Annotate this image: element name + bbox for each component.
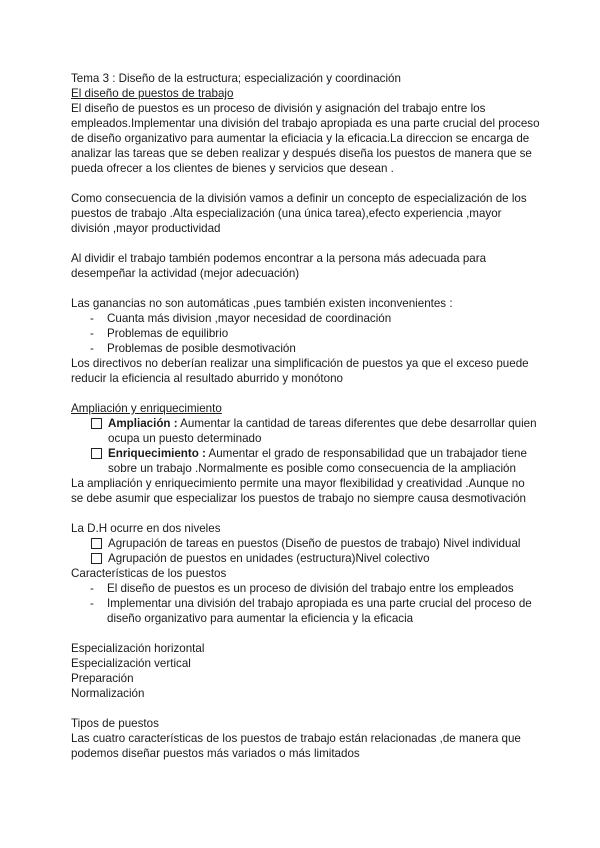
- term-definition: Aumentar la cantidad de tareas diferentes que debe desarrollar quien ocupa un puesto determinado: [108, 417, 537, 445]
- paragraph-flexibility: La ampliación y enriquecimiento permite una mayor flexibilidad y creatividad .Aunque no se debe asumir que especializar los puestos de trabajo no siempre causa desmotivación: [71, 477, 526, 505]
- list-item: [91, 551, 540, 566]
- levels-list: [71, 536, 540, 566]
- term-label: Enriquecimiento :: [108, 447, 206, 460]
- list-item-text: Agrupación de puestos en unidades (estructura)Nivel colectivo: [108, 552, 430, 565]
- checkbox-icon: [91, 553, 102, 564]
- list-item-text: Agrupación de tareas en puestos (Diseño de puestos de trabajo) Nivel individual: [108, 537, 521, 550]
- list-item: [91, 536, 540, 551]
- list-item: - Problemas de equilibrio: [90, 326, 540, 341]
- line-preparation: Preparación: [71, 672, 134, 685]
- line-normalization: Normalización: [71, 687, 145, 700]
- section-heading-job-design: El diseño de puestos de trabajo: [71, 87, 234, 100]
- section-heading-enlargement: Ampliación y enriquecimiento: [71, 402, 222, 415]
- section-heading-job-types: Tipos de puestos: [71, 717, 159, 730]
- document-title: Tema 3 : Diseño de la estructura; especialización y coordinación: [71, 72, 401, 85]
- line-vertical-specialization: Especialización vertical: [71, 657, 191, 670]
- paragraph-gains: Las ganancias no son automáticas ,pues también existen inconvenientes :: [71, 297, 453, 310]
- paragraph-specialization: Como consecuencia de la división vamos a definir un concepto de especialización de los puestos de trabajo .Alta especialización (una única tarea),efecto experiencia ,mayor división ,mayor productividad: [71, 192, 527, 235]
- checkbox-icon: [91, 538, 102, 549]
- features-heading: Características de los puestos: [71, 567, 227, 580]
- checkbox-icon: [91, 418, 102, 429]
- paragraph-job-design: El diseño de puestos es un proceso de división y asignación del trabajo entre los empleados.Implementar una división del trabajo apropiada es una parte crucial del proceso de diseño organizativo para aumentar la eficiacia y la eficacia.La direccion se encarga de analizar las tareas que se deben realizar y después diseña los puestos de manera que se pueda ofrecer a los clientes de bienes y servicios que desean .: [71, 102, 540, 175]
- list-item: - Cuanta más division ,mayor necesidad de coordinación: [90, 311, 540, 326]
- list-item: - El diseño de puestos es un proceso de división del trabajo entre los empleados: [90, 581, 540, 596]
- term-definition: Aumentar el grado de responsabilidad que un trabajador tiene sobre un trabajo .Normalmente es posible como consecuencia de la ampliación: [108, 447, 527, 475]
- checkbox-icon: [91, 448, 102, 459]
- drawbacks-list: [71, 311, 540, 356]
- paragraph-dh-levels: La D.H ocurre en dos niveles: [71, 522, 221, 535]
- paragraph-directors: Los directivos no deberían realizar una simplificación de puestos ya que el exceso puede reducir la eficiencia al resultado aburrido y monótono: [71, 357, 529, 385]
- paragraph-best-person: Al dividir el trabajo también podemos encontrar a la persona más adecuada para desempeñar la actividad (mejor adecuación): [71, 252, 487, 280]
- list-item: [91, 416, 540, 446]
- term-label: Ampliación :: [108, 417, 178, 430]
- list-item: - Implementar una división del trabajo apropiada es una parte crucial del proceso de diseño organizativo para aumentar la eficiencia y la eficacia: [90, 596, 540, 626]
- list-item: - Problemas de posible desmotivación: [90, 341, 540, 356]
- line-horizontal-specialization: Especialización horizontal: [71, 642, 205, 655]
- list-item: [91, 446, 540, 476]
- features-list: [71, 581, 540, 626]
- paragraph-job-types: Las cuatro características de los puestos de trabajo están relacionadas ,de manera que podemos diseñar puestos más variados o más limitados: [71, 732, 521, 760]
- enlargement-list: [71, 416, 540, 476]
